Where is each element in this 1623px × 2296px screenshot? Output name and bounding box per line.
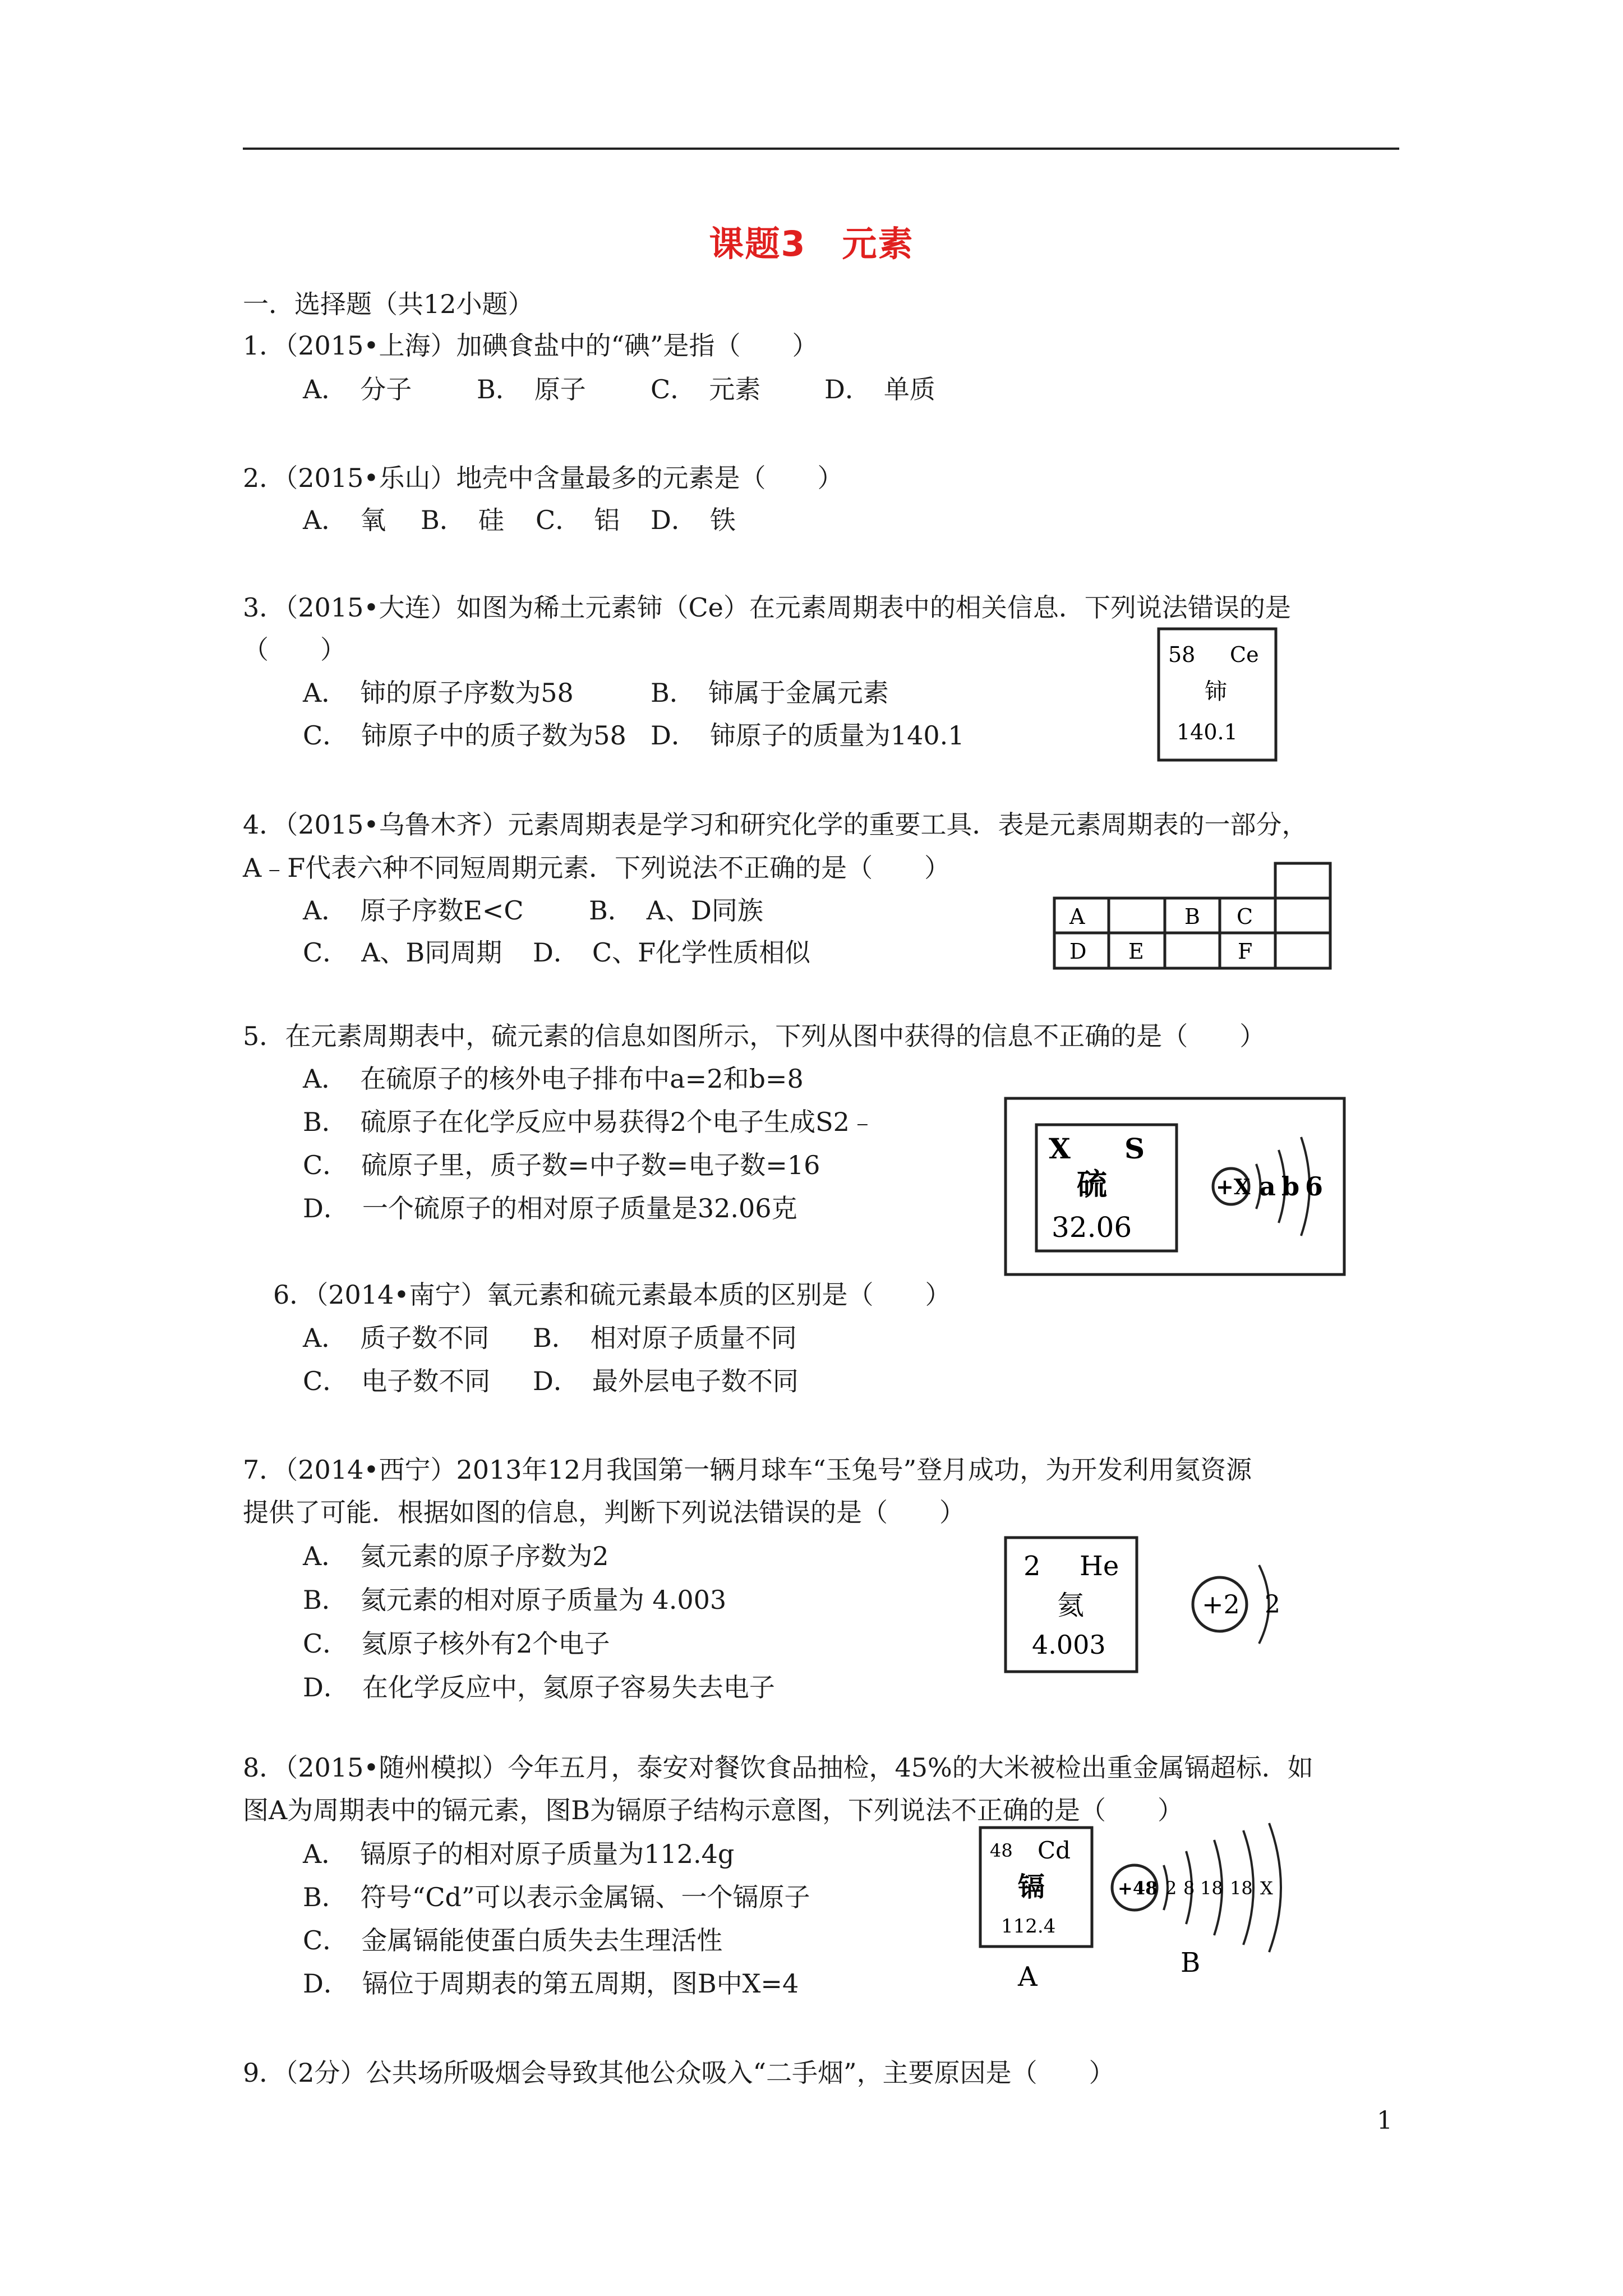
q8-stem-line1: 8．（2015•随州模拟）今年五月，泰安对餐饮食品抽检，45%的大米被检出重金属镉超标．如	[243, 1752, 1313, 1783]
section-heading: 一．选择题（共12小题）	[243, 289, 534, 319]
cadmium-atom-diagram	[1108, 1820, 1293, 1994]
cd-shell-4: 18	[1230, 1878, 1253, 1899]
he-shell-1: 2	[1265, 1590, 1280, 1619]
q7-option-d: D． 在化学反应中，氦原子容易失去电子	[303, 1672, 775, 1703]
ce-name: 铈	[1205, 679, 1227, 705]
q5-option-b: B． 硫原子在化学反应中易获得2个电子生成S2﹣	[303, 1107, 875, 1137]
q5-option-c: C． 硫原子里，质子数=中子数=电子数=16	[303, 1150, 820, 1180]
q7-stem-line2: 提供了可能．根据如图的信息，判断下列说法错误的是（ ）	[243, 1497, 965, 1527]
q1-option-d: D． 单质	[824, 374, 935, 404]
he-mass: 4.003	[1032, 1630, 1106, 1660]
q8-option-c: C． 金属镉能使蛋白质失去生理活性	[303, 1925, 723, 1955]
he-atomic-number: 2	[1023, 1550, 1041, 1582]
q5-option-d: D． 一个硫原子的相对原子质量是32.06克	[303, 1193, 797, 1223]
q4-option-b: B． A、D同族	[589, 895, 763, 926]
cd-shell-1: 2	[1165, 1878, 1177, 1899]
q6-stem: 6．（2014•南宁）氧元素和硫元素最本质的区别是（ ）	[273, 1280, 951, 1310]
s-shell-1: a	[1259, 1171, 1276, 1202]
he-symbol: He	[1080, 1550, 1119, 1582]
periodic-table-fragment	[1053, 861, 1333, 973]
s-shell-2: b	[1281, 1171, 1300, 1202]
s-mass: 32.06	[1052, 1211, 1132, 1244]
cd-figure-label-b: B	[1181, 1947, 1201, 1978]
q2-option-a: A． 氧	[303, 505, 386, 535]
q7-option-a: A． 氦元素的原子序数为2	[303, 1541, 609, 1571]
q2-option-c: C． 铝	[536, 505, 620, 535]
page-title: 课题3 元素	[709, 223, 914, 264]
q1-option-c: C． 元素	[651, 374, 761, 404]
cd-shell-3: 18	[1200, 1878, 1223, 1899]
q8-stem-line2: 图A为周期表中的镉元素，图B为镉原子结构示意图，下列说法不正确的是（ ）	[243, 1795, 1184, 1825]
cadmium-element-cell	[979, 1826, 1094, 1994]
sulfur-element-cell	[1036, 1125, 1177, 1251]
table-cell-b: B	[1184, 904, 1200, 929]
q7-option-b: B． 氦元素的相对原子质量为 4.003	[303, 1585, 727, 1615]
q6-option-a: A． 质子数不同	[303, 1323, 490, 1353]
cd-shell-5: X	[1260, 1878, 1273, 1899]
q8-option-d: D． 镉位于周期表的第五周期，图B中X=4	[303, 1968, 799, 1999]
table-cell-f: F	[1238, 939, 1253, 964]
q4-option-a: A． 原子序数E<C	[303, 895, 524, 926]
q4-stem-line2: A﹣F代表六种不同短周期元素．下列说法不正确的是（ ）	[243, 853, 951, 883]
q2-option-d: D． 铁	[651, 505, 736, 535]
cd-atomic-number: 48	[990, 1840, 1013, 1861]
table-cell-c: C	[1237, 904, 1253, 929]
q8-option-b: B． 符号“Cd”可以表示金属镉、一个镉原子	[303, 1882, 810, 1912]
q2-option-b: B． 硅	[421, 505, 504, 535]
cd-nucleus: +48	[1118, 1878, 1158, 1899]
q3-stem-line1: 3．（2015•大连）如图为稀土元素铈（Ce）在元素周期表中的相关信息．下列说法错误的是	[243, 592, 1291, 623]
q3-stem-line2: （ ）	[243, 634, 346, 665]
q8-option-a: A． 镉原子的相对原子质量为112.4g	[303, 1839, 735, 1869]
q6-option-c: C． 电子数不同	[303, 1366, 491, 1396]
helium-atom-diagram	[1183, 1548, 1290, 1660]
s-shell-3: 6	[1305, 1171, 1324, 1202]
q7-option-c: C． 氦原子核外有2个电子	[303, 1628, 610, 1659]
header-rule	[243, 148, 1399, 150]
q4-option-d: D． C、F化学性质相似	[533, 937, 810, 968]
sulfur-figure	[1004, 1097, 1346, 1276]
q6-option-b: B． 相对原子质量不同	[533, 1323, 797, 1353]
he-nucleus: +2	[1202, 1589, 1240, 1619]
q1-option-a: A． 分子	[303, 374, 412, 404]
cerium-element-cell	[1157, 627, 1278, 762]
table-cell-e: E	[1128, 939, 1144, 964]
ce-mass: 140.1	[1177, 720, 1238, 744]
s-symbol: S	[1124, 1132, 1145, 1165]
q9-stem: 9．（2分）公共场所吸烟会导致其他公众吸入“二手烟”，主要原因是（ ）	[243, 2058, 1115, 2088]
q3-option-c: C． 铈原子中的质子数为58	[303, 720, 626, 751]
q5-stem: 5．在元素周期表中，硫元素的信息如图所示，下列从图中获得的信息不正确的是（ ）	[243, 1021, 1266, 1051]
cd-symbol: Cd	[1038, 1837, 1071, 1864]
q4-stem-line1: 4．（2015•乌鲁木齐）元素周期表是学习和研究化学的重要工具．表是元素周期表的一部分，	[243, 809, 1308, 840]
page-number: 1	[1377, 2106, 1393, 2135]
q1-option-b: B． 原子	[477, 374, 586, 404]
s-atomic-number: X	[1049, 1132, 1071, 1165]
helium-element-cell	[1004, 1536, 1138, 1673]
s-name: 硫	[1077, 1166, 1107, 1202]
cd-name: 镉	[1018, 1871, 1045, 1903]
q3-option-a: A． 铈的原子序数为58	[303, 678, 574, 708]
q7-stem-line1: 7．（2014•西宁）2013年12月我国第一辆月球车“玉兔号”登月成功，为开发利用氦资源	[243, 1455, 1252, 1485]
q5-option-a: A． 在硫原子的核外电子排布中a=2和b=8	[303, 1064, 804, 1094]
ce-atomic-number: 58	[1168, 642, 1196, 667]
q6-option-d: D． 最外层电子数不同	[533, 1366, 799, 1396]
cd-figure-label-a: A	[1018, 1961, 1038, 1993]
table-cell-a: A	[1069, 904, 1085, 929]
sulfur-atom-diagram	[1213, 1137, 1323, 1236]
ce-symbol: Ce	[1230, 642, 1259, 667]
q2-stem: 2．（2015•乐山）地壳中含量最多的元素是（ ）	[243, 463, 843, 493]
cd-mass: 112.4	[1001, 1915, 1056, 1938]
q4-option-c: C． A、B同周期	[303, 937, 502, 968]
q3-option-d: D． 铈原子的质量为140.1	[651, 720, 965, 751]
table-cell-d: D	[1069, 939, 1087, 964]
s-nucleus: +X	[1216, 1174, 1251, 1199]
cd-shell-2: 8	[1183, 1878, 1195, 1899]
he-name: 氦	[1057, 1590, 1085, 1621]
q1-stem: 1．（2015•上海）加碘食盐中的“碘”是指（ ）	[243, 330, 818, 361]
q3-option-b: B． 铈属于金属元素	[651, 678, 889, 708]
